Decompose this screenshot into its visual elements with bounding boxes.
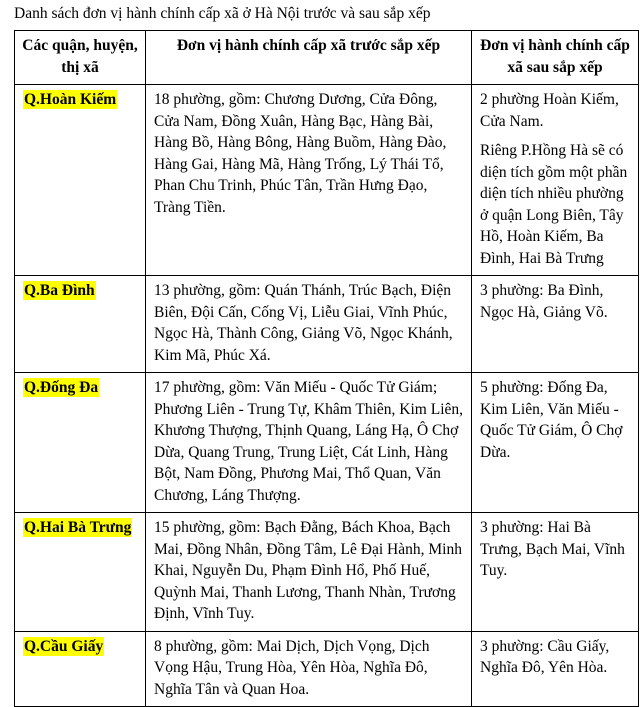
header-before: Đơn vị hành chính cấp xã trước sắp xếp (146, 31, 472, 85)
units-after: 2 phường Hoàn Kiếm, Cửa Nam. (480, 91, 619, 130)
header-district: Các quận, huyện, thị xã (15, 31, 146, 85)
district-name: Q.Cầu Giấy (24, 637, 104, 655)
units-before: 8 phường, gồm: Mai Dịch, Dịch Vọng, Dịch Vọng Hậu, Trung Hòa, Yên Hòa, Nghĩa Đô, Nghĩa Tân và Quan Hoa. (146, 631, 472, 707)
units-after: 3 phường: Hai Bà Trưng, Bạch Mai, Vĩnh Tuy. (472, 513, 639, 632)
admin-units-table (14, 30, 639, 707)
units-before: 13 phường, gồm: Quán Thánh, Trúc Bạch, Điện Biên, Đội Cấn, Cống Vị, Liễu Giai, Vĩnh Phúc, Ngọc Hà, Thành Công, Giảng Võ, Ngọc Khánh, Kim Mã, Phúc Xá. (146, 276, 472, 373)
units-before: 15 phường, gồm: Bạch Đằng, Bách Khoa, Bạch Mai, Đồng Nhân, Đồng Tâm, Lê Đại Hành, Minh Khai, Nguyễn Du, Phạm Đình Hổ, Phố Huế, Quỳnh Mai, Thanh Lương, Thanh Nhàn, Trương Định, Vĩnh Tuy. (146, 513, 472, 632)
table-header-row (15, 31, 639, 85)
document-title: Danh sách đơn vị hành chính cấp xã ở Hà Nội trước và sau sắp xếp (14, 5, 431, 22)
table-row (15, 276, 639, 373)
district-name: Q.Hai Bà Trưng (24, 519, 132, 536)
district-name: Q.Đống Đa (24, 379, 99, 396)
table-row (15, 513, 639, 632)
table-row (15, 373, 639, 513)
units-before: 17 phường, gồm: Văn Miếu - Quốc Tử Giám; Phương Liên - Trung Tự, Khâm Thiên, Kim Liên, Khương Thượng, Thịnh Quang, Láng Hạ, Ô Chợ Dừa, Quang Trung, Trung Liệt, Cát Linh, Hàng Bột, Nam Đồng, Phương Mai, Thổ Quan, Văn Chương, Láng Thượng. (146, 373, 472, 513)
district-name: Q.Ba Đình (24, 282, 95, 299)
units-before: 18 phường, gồm: Chương Dương, Cửa Đông, Cửa Nam, Đồng Xuân, Hàng Bạc, Hàng Bài, Hàng Bồ, Hàng Bông, Hàng Buồm, Hàng Đào, Hàng Gai, Hàng Mã, Hàng Trống, Lý Thái Tổ, Phan Chu Trinh, Phúc Tân, Trần Hưng Đạo, Tràng Tiền. (146, 85, 472, 276)
table-row (15, 85, 639, 276)
units-after: 3 phường: Cầu Giấy, Nghĩa Đô, Yên Hòa. (472, 631, 639, 707)
district-name: Q.Hoàn Kiếm (24, 91, 117, 108)
units-after: 5 phường: Đống Đa, Kim Liên, Văn Miếu - Quốc Tử Giám, Ô Chợ Dừa. (472, 373, 639, 513)
units-after-note: Riêng P.Hồng Hà sẽ có diện tích gồm một phần diện tích nhiều phường ở quận Long Biên, Tây Hồ, Hoàn Kiếm, Ba Đình, Hai Bà Trưng (480, 142, 628, 267)
header-after: Đơn vị hành chính cấp xã sau sắp xếp (472, 31, 639, 85)
table-row (15, 631, 639, 707)
units-after: 3 phường: Ba Đình, Ngọc Hà, Giảng Võ. (472, 276, 639, 373)
